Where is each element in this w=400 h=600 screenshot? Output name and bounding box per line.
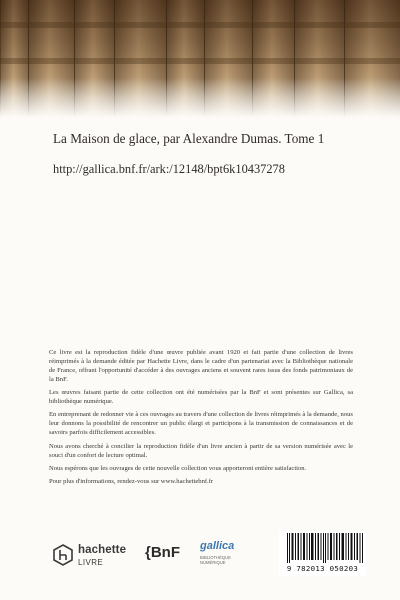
book-spines-photo (0, 0, 400, 118)
description-paragraph: En entreprenant de redonner vie à ces ouvrages au travers d'une collection de livres réimprimés à la demande, nous leur donnons la possibilité de rencontrer un public élargi et participons à la transmission de connaissances et de savoirs parfois difficilement accessibles. (49, 411, 353, 437)
hachette-name: hachette (78, 544, 127, 556)
description-text (49, 349, 353, 492)
hachette-hexagon-icon (52, 544, 74, 566)
description-paragraph: Ce livre est la reproduction fidèle d'une œuvre publiée avant 1920 et fait partie d'une collection de livres réimprimés à la demande éditée par Hachette Livre, dans le cadre d'un partenariat avec la Bibliothèque nationale de France, offrant l'opportunité d'accéder à des ouvrages anciens et souvent rares issus des fonds patrimoniaux de la BnF. (49, 349, 353, 383)
isbn-barcode (279, 531, 366, 576)
gallica-name: gallica (200, 540, 235, 552)
hachette-livre-logo (52, 542, 132, 568)
hachette-sub: LIVRE (78, 558, 104, 567)
spine-band (0, 22, 400, 28)
website-line: Pour plus d'informations, rendez-vous sur www.hachettebnf.fr (49, 478, 214, 486)
spine-fade (0, 78, 400, 118)
gallica-logo (200, 540, 256, 568)
gallica-url[interactable]: http://gallica.bnf.fr/ark:/12148/bpt6k10437278 (53, 162, 285, 176)
description-paragraph: Les œuvres faisant partie de cette collection ont été numérisées par la BnF et sont présentes sur Gallica, sa bibliothèque numérique. (49, 389, 353, 406)
barcode-bars-icon (287, 533, 364, 563)
spine-band (0, 58, 400, 64)
description-paragraph: Nous avons cherché à concilier la reproduction fidèle d'un livre ancien à partir de sa version numérisée avec le souci d'un confort de lecture optimal. (49, 442, 353, 459)
description-paragraph: Nous espérons que les ouvrages de cette nouvelle collection vous apporteront entière satisfaction. (49, 464, 307, 472)
book-title: La Maison de glace, par Alexandre Dumas. Tome 1 (53, 131, 325, 146)
isbn-number: 9 782013 050203 (286, 564, 359, 573)
gallica-sub: BIBLIOTHÈQUE NUMÉRIQUE (200, 555, 231, 565)
bnf-logo: {BnF (145, 544, 180, 561)
